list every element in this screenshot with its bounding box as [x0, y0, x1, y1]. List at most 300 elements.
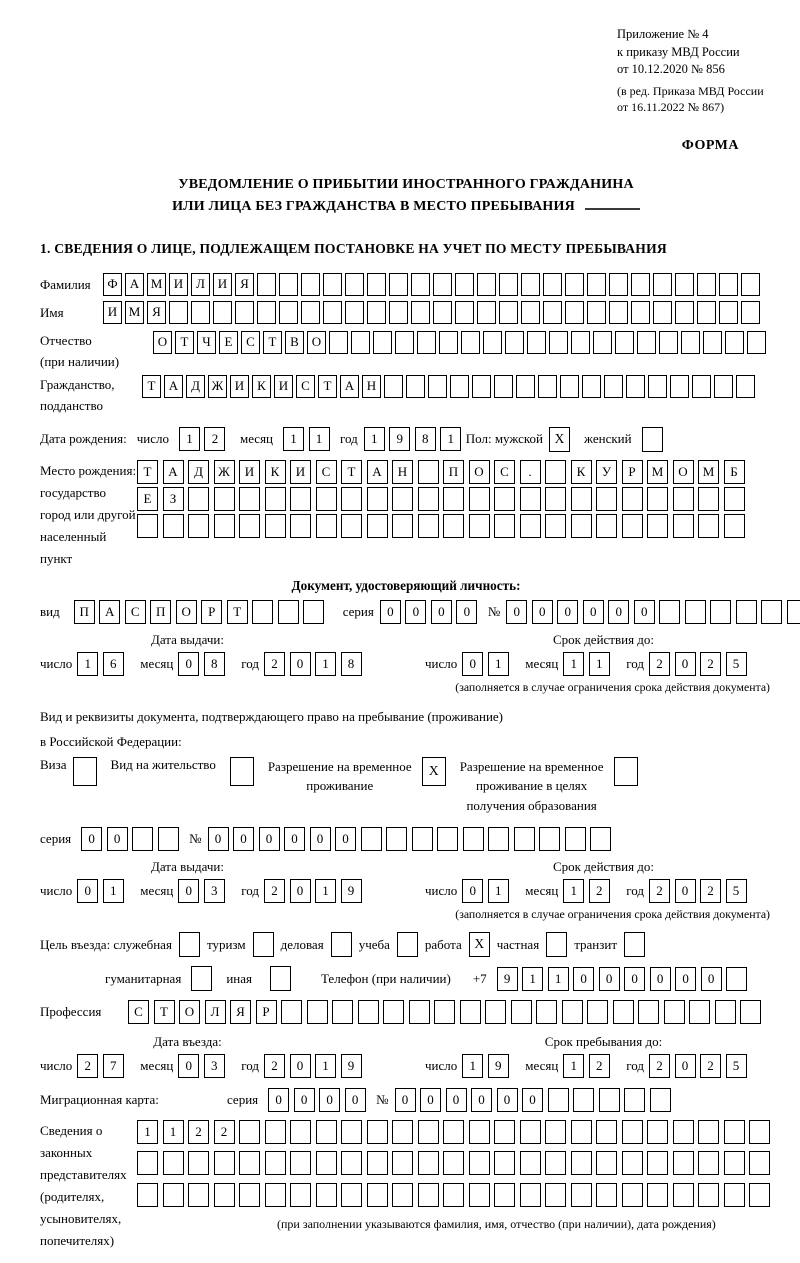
- char-cell[interactable]: [163, 1183, 184, 1207]
- sex-female-checkbox[interactable]: [642, 427, 663, 452]
- char-cell[interactable]: [698, 487, 719, 511]
- purpose-official-checkbox[interactable]: [179, 932, 200, 957]
- char-cell[interactable]: [622, 1183, 643, 1207]
- char-cell[interactable]: [673, 1120, 694, 1144]
- char-cell[interactable]: [692, 375, 711, 398]
- char-cell[interactable]: [653, 301, 672, 324]
- char-cell[interactable]: [499, 273, 518, 296]
- char-cell[interactable]: [725, 331, 744, 354]
- char-cell[interactable]: О: [673, 460, 694, 484]
- char-cell[interactable]: 3: [204, 879, 225, 903]
- char-cell[interactable]: [469, 487, 490, 511]
- char-cell[interactable]: [450, 375, 469, 398]
- char-cell[interactable]: [571, 1151, 592, 1175]
- char-cell[interactable]: [647, 487, 668, 511]
- char-cell[interactable]: [543, 273, 562, 296]
- char-cell[interactable]: [460, 1000, 481, 1024]
- char-cell[interactable]: [443, 487, 464, 511]
- char-cell[interactable]: 1: [137, 1120, 158, 1144]
- char-cell[interactable]: В: [285, 331, 304, 354]
- char-cell[interactable]: [332, 1000, 353, 1024]
- char-cell[interactable]: [214, 514, 235, 538]
- char-cell[interactable]: [316, 1183, 337, 1207]
- purpose-study-checkbox[interactable]: [397, 932, 418, 957]
- char-cell[interactable]: [670, 375, 689, 398]
- char-cell[interactable]: 0: [431, 600, 452, 624]
- char-cell[interactable]: 9: [488, 1054, 509, 1078]
- char-cell[interactable]: [455, 301, 474, 324]
- char-cell[interactable]: .: [520, 460, 541, 484]
- char-cell[interactable]: П: [74, 600, 95, 624]
- char-cell[interactable]: 2: [649, 879, 670, 903]
- char-cell[interactable]: [383, 1000, 404, 1024]
- char-cell[interactable]: 1: [462, 1054, 483, 1078]
- char-cell[interactable]: 0: [497, 1088, 518, 1112]
- char-cell[interactable]: Л: [205, 1000, 226, 1024]
- char-cell[interactable]: [290, 1151, 311, 1175]
- char-cell[interactable]: У: [596, 460, 617, 484]
- char-cell[interactable]: 1: [589, 652, 610, 676]
- char-cell[interactable]: [698, 514, 719, 538]
- char-cell[interactable]: [307, 1000, 328, 1024]
- char-cell[interactable]: [301, 301, 320, 324]
- char-cell[interactable]: [659, 331, 678, 354]
- char-cell[interactable]: [472, 375, 491, 398]
- char-cell[interactable]: 0: [259, 827, 280, 851]
- char-cell[interactable]: [596, 514, 617, 538]
- char-cell[interactable]: 2: [649, 1054, 670, 1078]
- char-cell[interactable]: И: [274, 375, 293, 398]
- char-cell[interactable]: И: [213, 273, 232, 296]
- char-cell[interactable]: [191, 301, 210, 324]
- char-cell[interactable]: [265, 1183, 286, 1207]
- purpose-humanitarian-checkbox[interactable]: [191, 966, 212, 991]
- char-cell[interactable]: [434, 1000, 455, 1024]
- char-cell[interactable]: 1: [103, 879, 124, 903]
- char-cell[interactable]: [433, 301, 452, 324]
- char-cell[interactable]: [599, 1088, 620, 1112]
- purpose-private-checkbox[interactable]: [546, 932, 567, 957]
- char-cell[interactable]: [622, 1151, 643, 1175]
- char-cell[interactable]: [545, 514, 566, 538]
- char-cell[interactable]: 0: [675, 1054, 696, 1078]
- char-cell[interactable]: [433, 273, 452, 296]
- char-cell[interactable]: [239, 1183, 260, 1207]
- char-cell[interactable]: 0: [77, 879, 98, 903]
- char-cell[interactable]: [726, 967, 747, 991]
- char-cell[interactable]: [520, 1183, 541, 1207]
- char-cell[interactable]: [367, 1183, 388, 1207]
- char-cell[interactable]: 0: [81, 827, 102, 851]
- char-cell[interactable]: [736, 600, 757, 624]
- char-cell[interactable]: Р: [622, 460, 643, 484]
- char-cell[interactable]: [587, 273, 606, 296]
- char-cell[interactable]: 0: [178, 652, 199, 676]
- char-cell[interactable]: Н: [392, 460, 413, 484]
- char-cell[interactable]: Т: [227, 600, 248, 624]
- char-cell[interactable]: [724, 487, 745, 511]
- char-cell[interactable]: [571, 1183, 592, 1207]
- char-cell[interactable]: Т: [318, 375, 337, 398]
- char-cell[interactable]: И: [290, 460, 311, 484]
- char-cell[interactable]: 3: [204, 1054, 225, 1078]
- char-cell[interactable]: [213, 301, 232, 324]
- char-cell[interactable]: [520, 1151, 541, 1175]
- char-cell[interactable]: [527, 331, 546, 354]
- char-cell[interactable]: [573, 1088, 594, 1112]
- char-cell[interactable]: С: [125, 600, 146, 624]
- char-cell[interactable]: [571, 331, 590, 354]
- char-cell[interactable]: [341, 487, 362, 511]
- char-cell[interactable]: 0: [420, 1088, 441, 1112]
- char-cell[interactable]: [303, 600, 324, 624]
- char-cell[interactable]: Т: [137, 460, 158, 484]
- char-cell[interactable]: [257, 301, 276, 324]
- char-cell[interactable]: 0: [573, 967, 594, 991]
- char-cell[interactable]: Д: [188, 460, 209, 484]
- char-cell[interactable]: 0: [107, 827, 128, 851]
- char-cell[interactable]: 9: [341, 1054, 362, 1078]
- char-cell[interactable]: М: [125, 301, 144, 324]
- char-cell[interactable]: [367, 1120, 388, 1144]
- char-cell[interactable]: [516, 375, 535, 398]
- char-cell[interactable]: 2: [264, 652, 285, 676]
- char-cell[interactable]: [443, 1151, 464, 1175]
- char-cell[interactable]: О: [469, 460, 490, 484]
- char-cell[interactable]: 1: [563, 1054, 584, 1078]
- char-cell[interactable]: [411, 273, 430, 296]
- char-cell[interactable]: А: [340, 375, 359, 398]
- char-cell[interactable]: 1: [179, 427, 200, 451]
- char-cell[interactable]: [514, 827, 535, 851]
- char-cell[interactable]: [389, 273, 408, 296]
- char-cell[interactable]: [659, 600, 680, 624]
- char-cell[interactable]: [137, 1183, 158, 1207]
- char-cell[interactable]: [483, 331, 502, 354]
- char-cell[interactable]: 9: [341, 879, 362, 903]
- char-cell[interactable]: Ф: [103, 273, 122, 296]
- char-cell[interactable]: [673, 1151, 694, 1175]
- char-cell[interactable]: [571, 487, 592, 511]
- char-cell[interactable]: [239, 514, 260, 538]
- char-cell[interactable]: [290, 514, 311, 538]
- char-cell[interactable]: [715, 1000, 736, 1024]
- char-cell[interactable]: [373, 331, 392, 354]
- char-cell[interactable]: Т: [175, 331, 194, 354]
- char-cell[interactable]: [648, 375, 667, 398]
- char-cell[interactable]: [520, 487, 541, 511]
- char-cell[interactable]: [521, 301, 540, 324]
- char-cell[interactable]: [571, 1120, 592, 1144]
- char-cell[interactable]: 0: [178, 1054, 199, 1078]
- char-cell[interactable]: 2: [264, 1054, 285, 1078]
- char-cell[interactable]: [463, 827, 484, 851]
- char-cell[interactable]: [418, 514, 439, 538]
- char-cell[interactable]: 8: [204, 652, 225, 676]
- char-cell[interactable]: 2: [589, 879, 610, 903]
- char-cell[interactable]: [622, 514, 643, 538]
- char-cell[interactable]: [741, 301, 760, 324]
- char-cell[interactable]: [392, 514, 413, 538]
- char-cell[interactable]: [279, 301, 298, 324]
- char-cell[interactable]: [647, 514, 668, 538]
- char-cell[interactable]: Т: [142, 375, 161, 398]
- char-cell[interactable]: [418, 487, 439, 511]
- char-cell[interactable]: 1: [315, 879, 336, 903]
- char-cell[interactable]: [316, 487, 337, 511]
- char-cell[interactable]: [367, 1151, 388, 1175]
- char-cell[interactable]: [613, 1000, 634, 1024]
- char-cell[interactable]: [596, 1151, 617, 1175]
- char-cell[interactable]: [169, 301, 188, 324]
- char-cell[interactable]: 5: [726, 1054, 747, 1078]
- char-cell[interactable]: 1: [77, 652, 98, 676]
- char-cell[interactable]: [724, 514, 745, 538]
- char-cell[interactable]: [290, 1120, 311, 1144]
- char-cell[interactable]: [494, 375, 513, 398]
- char-cell[interactable]: [239, 487, 260, 511]
- char-cell[interactable]: [367, 301, 386, 324]
- char-cell[interactable]: [604, 375, 623, 398]
- char-cell[interactable]: О: [176, 600, 197, 624]
- char-cell[interactable]: 0: [290, 879, 311, 903]
- char-cell[interactable]: 9: [389, 427, 410, 451]
- char-cell[interactable]: [565, 827, 586, 851]
- char-cell[interactable]: [664, 1000, 685, 1024]
- char-cell[interactable]: 0: [634, 600, 655, 624]
- char-cell[interactable]: [469, 1183, 490, 1207]
- char-cell[interactable]: 1: [315, 1054, 336, 1078]
- char-cell[interactable]: [505, 331, 524, 354]
- char-cell[interactable]: Ж: [214, 460, 235, 484]
- char-cell[interactable]: [545, 1183, 566, 1207]
- char-cell[interactable]: [281, 1000, 302, 1024]
- char-cell[interactable]: [494, 1183, 515, 1207]
- char-cell[interactable]: [158, 827, 179, 851]
- char-cell[interactable]: М: [147, 273, 166, 296]
- char-cell[interactable]: К: [252, 375, 271, 398]
- char-cell[interactable]: [188, 514, 209, 538]
- char-cell[interactable]: [549, 331, 568, 354]
- char-cell[interactable]: [596, 487, 617, 511]
- char-cell[interactable]: [412, 827, 433, 851]
- char-cell[interactable]: 2: [700, 1054, 721, 1078]
- char-cell[interactable]: [596, 1183, 617, 1207]
- char-cell[interactable]: Я: [147, 301, 166, 324]
- char-cell[interactable]: [749, 1151, 770, 1175]
- char-cell[interactable]: С: [241, 331, 260, 354]
- char-cell[interactable]: [647, 1120, 668, 1144]
- char-cell[interactable]: [545, 487, 566, 511]
- char-cell[interactable]: [626, 375, 645, 398]
- char-cell[interactable]: [565, 273, 584, 296]
- char-cell[interactable]: [437, 827, 458, 851]
- char-cell[interactable]: [257, 273, 276, 296]
- char-cell[interactable]: [685, 600, 706, 624]
- char-cell[interactable]: [239, 1120, 260, 1144]
- char-cell[interactable]: 0: [208, 827, 229, 851]
- char-cell[interactable]: [188, 1151, 209, 1175]
- char-cell[interactable]: 2: [589, 1054, 610, 1078]
- char-cell[interactable]: 0: [456, 600, 477, 624]
- char-cell[interactable]: [719, 301, 738, 324]
- char-cell[interactable]: [511, 1000, 532, 1024]
- char-cell[interactable]: [278, 600, 299, 624]
- char-cell[interactable]: [329, 331, 348, 354]
- char-cell[interactable]: 0: [599, 967, 620, 991]
- char-cell[interactable]: [290, 487, 311, 511]
- char-cell[interactable]: 5: [726, 879, 747, 903]
- temp-residence-edu-checkbox[interactable]: [614, 757, 638, 786]
- char-cell[interactable]: [406, 375, 425, 398]
- char-cell[interactable]: 1: [563, 879, 584, 903]
- char-cell[interactable]: О: [153, 331, 172, 354]
- char-cell[interactable]: М: [698, 460, 719, 484]
- char-cell[interactable]: [235, 301, 254, 324]
- char-cell[interactable]: [214, 1183, 235, 1207]
- char-cell[interactable]: 0: [290, 1054, 311, 1078]
- char-cell[interactable]: Т: [341, 460, 362, 484]
- char-cell[interactable]: [358, 1000, 379, 1024]
- char-cell[interactable]: [545, 460, 566, 484]
- char-cell[interactable]: [675, 273, 694, 296]
- char-cell[interactable]: Д: [186, 375, 205, 398]
- char-cell[interactable]: 8: [415, 427, 436, 451]
- char-cell[interactable]: 0: [624, 967, 645, 991]
- char-cell[interactable]: [622, 1120, 643, 1144]
- char-cell[interactable]: [736, 375, 755, 398]
- char-cell[interactable]: [545, 1151, 566, 1175]
- char-cell[interactable]: [341, 514, 362, 538]
- char-cell[interactable]: Н: [362, 375, 381, 398]
- char-cell[interactable]: 0: [675, 652, 696, 676]
- char-cell[interactable]: 0: [675, 879, 696, 903]
- char-cell[interactable]: [137, 514, 158, 538]
- char-cell[interactable]: [279, 273, 298, 296]
- char-cell[interactable]: [341, 1151, 362, 1175]
- char-cell[interactable]: [341, 1183, 362, 1207]
- char-cell[interactable]: 2: [77, 1054, 98, 1078]
- char-cell[interactable]: [543, 301, 562, 324]
- char-cell[interactable]: 1: [440, 427, 461, 451]
- char-cell[interactable]: 0: [675, 967, 696, 991]
- char-cell[interactable]: 1: [548, 967, 569, 991]
- char-cell[interactable]: 0: [462, 879, 483, 903]
- char-cell[interactable]: [428, 375, 447, 398]
- char-cell[interactable]: 0: [532, 600, 553, 624]
- char-cell[interactable]: [163, 514, 184, 538]
- char-cell[interactable]: [443, 1183, 464, 1207]
- char-cell[interactable]: [724, 1151, 745, 1175]
- purpose-work-checkbox[interactable]: X: [469, 932, 490, 957]
- char-cell[interactable]: [316, 1120, 337, 1144]
- char-cell[interactable]: [188, 1183, 209, 1207]
- char-cell[interactable]: А: [163, 460, 184, 484]
- char-cell[interactable]: С: [494, 460, 515, 484]
- char-cell[interactable]: 7: [103, 1054, 124, 1078]
- char-cell[interactable]: З: [163, 487, 184, 511]
- purpose-tourism-checkbox[interactable]: [253, 932, 274, 957]
- char-cell[interactable]: [265, 1151, 286, 1175]
- char-cell[interactable]: 1: [283, 427, 304, 451]
- char-cell[interactable]: [545, 1120, 566, 1144]
- char-cell[interactable]: [301, 273, 320, 296]
- char-cell[interactable]: Ч: [197, 331, 216, 354]
- char-cell[interactable]: [389, 301, 408, 324]
- char-cell[interactable]: А: [125, 273, 144, 296]
- char-cell[interactable]: 0: [446, 1088, 467, 1112]
- char-cell[interactable]: 0: [557, 600, 578, 624]
- char-cell[interactable]: [409, 1000, 430, 1024]
- char-cell[interactable]: И: [230, 375, 249, 398]
- char-cell[interactable]: [761, 600, 782, 624]
- char-cell[interactable]: [367, 487, 388, 511]
- char-cell[interactable]: [582, 375, 601, 398]
- char-cell[interactable]: [650, 1088, 671, 1112]
- char-cell[interactable]: [163, 1151, 184, 1175]
- char-cell[interactable]: [675, 301, 694, 324]
- residence-permit-checkbox[interactable]: [230, 757, 254, 786]
- char-cell[interactable]: 0: [268, 1088, 289, 1112]
- char-cell[interactable]: [132, 827, 153, 851]
- char-cell[interactable]: [469, 514, 490, 538]
- char-cell[interactable]: [609, 301, 628, 324]
- char-cell[interactable]: [188, 487, 209, 511]
- char-cell[interactable]: [411, 301, 430, 324]
- temp-residence-checkbox[interactable]: X: [422, 757, 446, 786]
- char-cell[interactable]: Л: [191, 273, 210, 296]
- char-cell[interactable]: [673, 487, 694, 511]
- char-cell[interactable]: Р: [256, 1000, 277, 1024]
- char-cell[interactable]: [787, 600, 800, 624]
- char-cell[interactable]: 1: [522, 967, 543, 991]
- char-cell[interactable]: [647, 1183, 668, 1207]
- char-cell[interactable]: [548, 1088, 569, 1112]
- char-cell[interactable]: [392, 1120, 413, 1144]
- char-cell[interactable]: О: [179, 1000, 200, 1024]
- char-cell[interactable]: [521, 273, 540, 296]
- char-cell[interactable]: [418, 1120, 439, 1144]
- char-cell[interactable]: [749, 1120, 770, 1144]
- char-cell[interactable]: [455, 273, 474, 296]
- char-cell[interactable]: О: [307, 331, 326, 354]
- char-cell[interactable]: [341, 1120, 362, 1144]
- char-cell[interactable]: [587, 301, 606, 324]
- char-cell[interactable]: 8: [341, 652, 362, 676]
- char-cell[interactable]: [673, 514, 694, 538]
- char-cell[interactable]: [520, 514, 541, 538]
- char-cell[interactable]: 1: [315, 652, 336, 676]
- char-cell[interactable]: [653, 273, 672, 296]
- char-cell[interactable]: [596, 1120, 617, 1144]
- char-cell[interactable]: [741, 273, 760, 296]
- char-cell[interactable]: Я: [230, 1000, 251, 1024]
- char-cell[interactable]: [539, 827, 560, 851]
- char-cell[interactable]: [499, 301, 518, 324]
- char-cell[interactable]: [316, 1151, 337, 1175]
- char-cell[interactable]: С: [296, 375, 315, 398]
- char-cell[interactable]: [538, 375, 557, 398]
- char-cell[interactable]: [747, 331, 766, 354]
- char-cell[interactable]: [386, 827, 407, 851]
- char-cell[interactable]: 1: [309, 427, 330, 451]
- char-cell[interactable]: 0: [290, 652, 311, 676]
- char-cell[interactable]: Е: [219, 331, 238, 354]
- char-cell[interactable]: 0: [380, 600, 401, 624]
- char-cell[interactable]: [714, 375, 733, 398]
- char-cell[interactable]: И: [239, 460, 260, 484]
- char-cell[interactable]: 2: [264, 879, 285, 903]
